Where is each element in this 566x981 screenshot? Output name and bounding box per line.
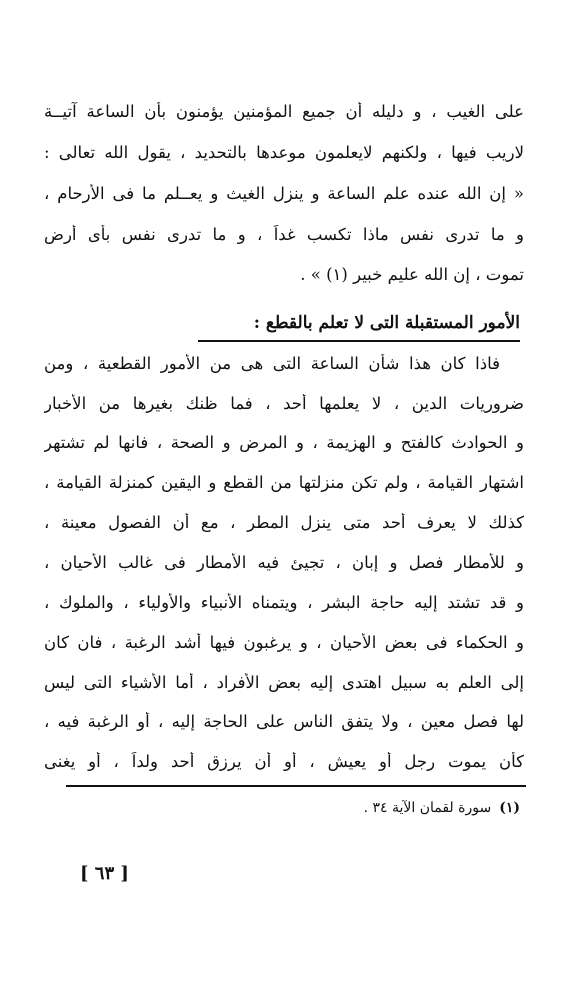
text-line: لاريب فيها ، ولكنهم لايعلمون موعدها بالتحديد ، يقول الله تعالى : — [44, 143, 524, 162]
page-number: [ ٦٣ ] — [80, 863, 129, 884]
footnote — [364, 800, 520, 816]
text-line: إلى العلم به سبيل اهتدى إليه بعض الأفراد ، أما الأشياء التى ليس — [44, 673, 524, 692]
text-line: و للأمطار فصل و إبان ، تجيئ فيه الأمطار فى غالب الأحيان ، — [44, 553, 524, 572]
text-line: تموت ، إن الله عليم خبير (١) » . — [300, 265, 524, 284]
footnote-text: سورة لقمان الآية ٣٤ . — [363, 800, 492, 816]
footnote-marker: (١) — [499, 800, 520, 816]
text-line: و ما تدرى نفس ماذا تكسب غداً ، و ما تدرى نفس بأى أرض — [44, 225, 524, 244]
text-line: ضروريات الدين ، لا يعلمها أحد ، فما ظنك بغيرها من الأخبار — [44, 394, 524, 413]
text-line: لها فصل معين ، ولا يتفق الناس على الحاجة إليه ، أو الرغبة فيه ، — [44, 712, 524, 731]
text-line: و الحوادث كالفتح و الهزيمة ، و المرض و الصحة ، فانها لم تشتهر — [44, 433, 524, 452]
section-heading: الأمور المستقبلة التى لا تعلم بالقطع : — [253, 313, 520, 333]
heading-underline — [198, 340, 520, 342]
text-line: كذلك لا يعرف أحد متى ينزل المطر ، مع أن الفصول معينة ، — [44, 513, 524, 532]
text-line: اشتهار القيامة ، ولم تكن منزلتها من القطع و اليقين كمنزلة القيامة ، — [44, 473, 524, 492]
text-line: كأن يموت رجل أو يعيش ، أو أن يرزق أحد ولداً ، أو يغنى — [44, 752, 524, 771]
footnote-separator — [66, 785, 526, 787]
text-line: و قد تشتد إليه حاجة البشر ، ويتمناه الأنبياء والأولياء ، والملوك ، — [44, 593, 524, 612]
text-line: و الحكماء فى بعض الأحيان ، و يرغبون فيها أشد الرغبة ، فان كان — [44, 633, 524, 652]
text-line: فاذا كان هذا شأن الساعة التى هى من الأمور القطعية ، ومن — [44, 354, 500, 373]
text-line: « إن الله عنده علم الساعة و ينزل الغيث و يعــلم ما فى الأرحام ، — [44, 184, 524, 203]
text-line: على الغيب ، و دليله أن جميع المؤمنين يؤمنون بأن الساعة آتيــة — [44, 102, 524, 121]
